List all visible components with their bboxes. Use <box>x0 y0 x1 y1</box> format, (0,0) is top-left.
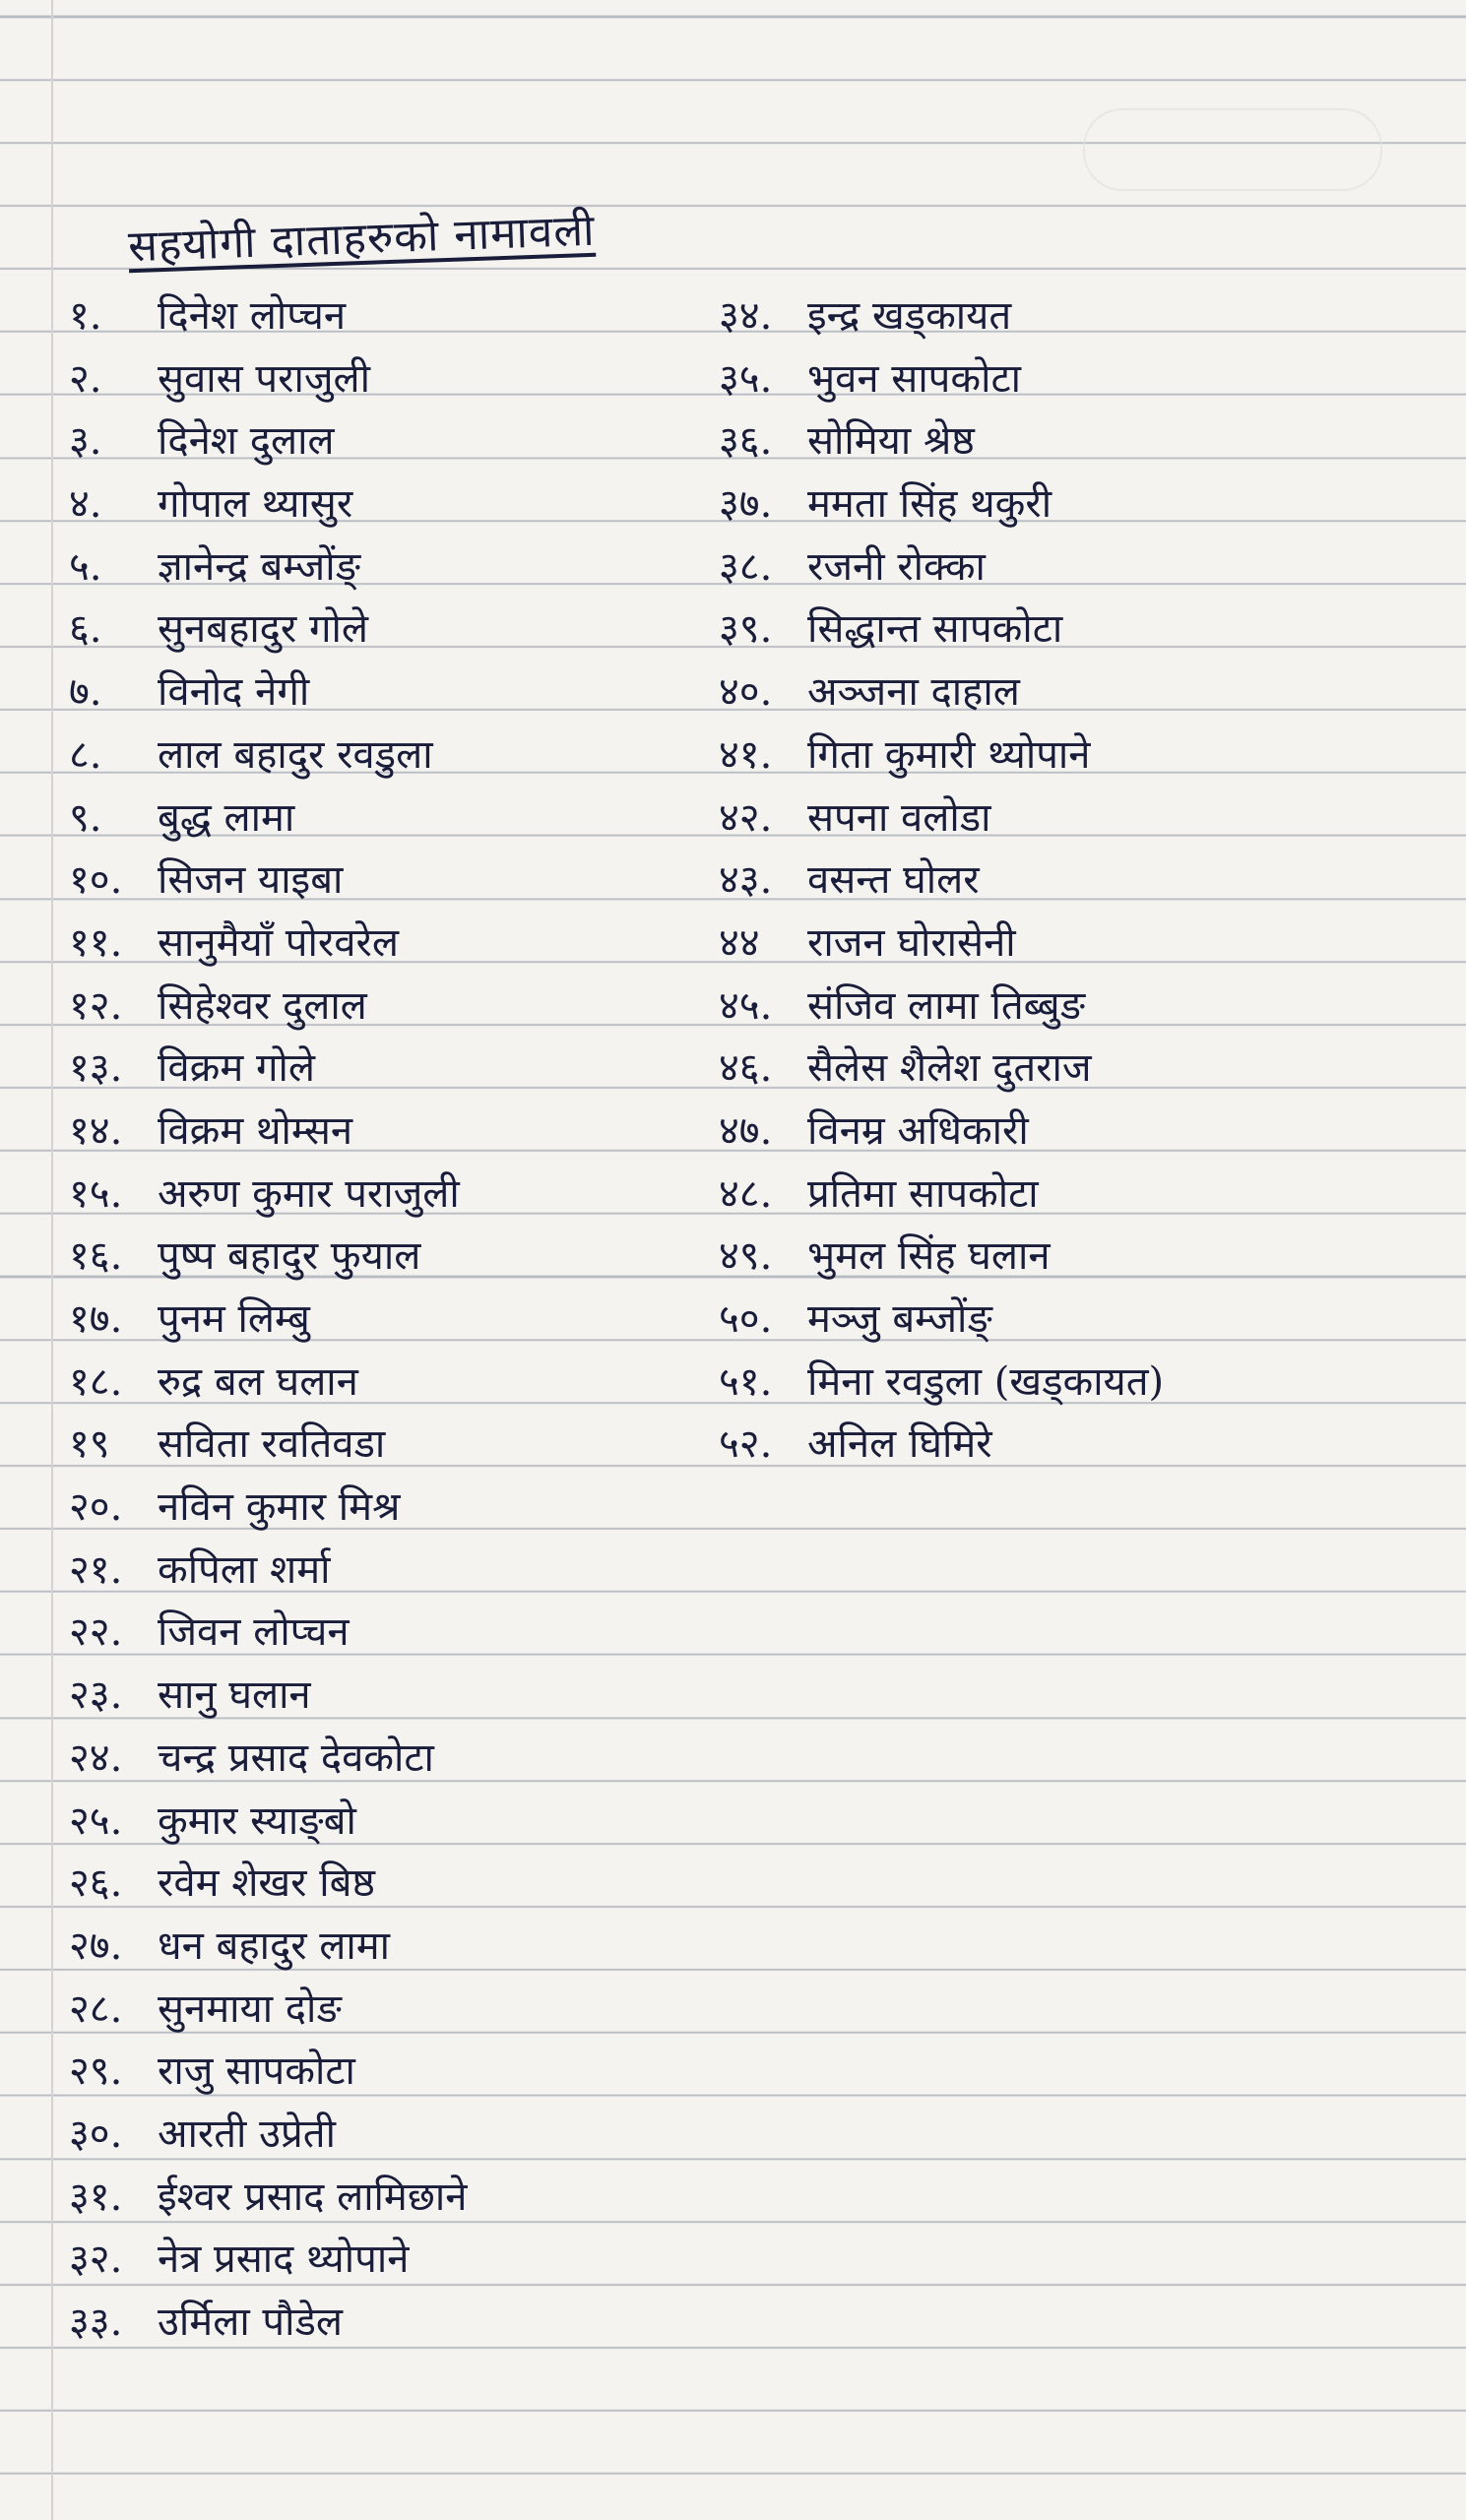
entry-number: ३८. <box>719 543 773 590</box>
donor-entry <box>69 1979 467 2042</box>
donor-entry <box>719 1038 1164 1101</box>
donor-entry <box>719 598 1164 662</box>
entry-name: आरती उप्रेती <box>158 2110 336 2157</box>
donor-entry <box>69 1414 467 1477</box>
entry-name: सिजन याइबा <box>158 857 344 904</box>
entry-number: ४३. <box>719 857 773 904</box>
donor-entry <box>69 1289 467 1352</box>
entry-number: ११. <box>69 919 123 966</box>
donor-entry <box>719 724 1164 788</box>
entry-number: १५. <box>69 1170 123 1217</box>
donor-entry <box>69 2292 467 2355</box>
entry-number: ४१. <box>719 731 773 778</box>
entry-number: २२. <box>69 1609 123 1656</box>
donor-entry <box>69 473 467 536</box>
entry-number: ३९. <box>719 606 773 653</box>
entry-name: दिनेश दुलाल <box>158 418 335 465</box>
entry-name: ईश्वर प्रसाद लामिछाने <box>158 2174 468 2220</box>
entry-number: ३३. <box>69 2300 123 2345</box>
donor-entry <box>69 913 467 976</box>
entry-number: ६. <box>69 606 102 653</box>
entry-number: ८. <box>69 731 102 778</box>
donor-entry <box>69 1540 467 1603</box>
entry-name: ज्ञानेन्द्र बम्जोंङ् <box>158 543 361 590</box>
donor-entry <box>69 662 467 724</box>
donor-entry <box>69 598 467 662</box>
entry-name: सपना वलोडा <box>807 794 991 841</box>
donor-entry <box>69 1791 467 1854</box>
donor-entry <box>719 1352 1164 1415</box>
donor-entry <box>719 1226 1164 1289</box>
entry-number: १९ <box>69 1421 110 1468</box>
entry-name: पुष्प बहादुर फुयाल <box>158 1233 421 1280</box>
entry-number: १२. <box>69 982 123 1029</box>
entry-name: पुनम लिम्बु <box>158 1296 310 1342</box>
entry-name: सैलेस शैलेश दुतराज <box>807 1045 1092 1092</box>
donor-entry <box>69 536 467 599</box>
entry-number: ४५. <box>719 982 773 1029</box>
donor-entry <box>719 976 1164 1039</box>
entry-number: २५. <box>69 1797 123 1844</box>
donor-entry <box>719 850 1164 913</box>
entry-name: लाल बहादुर रवडुला <box>158 731 433 778</box>
entry-number: २८. <box>69 1985 123 2032</box>
entry-name: ममता सिंह थकुरी <box>807 481 1052 528</box>
entry-name: कपिला शर्मा <box>158 1546 331 1593</box>
entry-number: ३. <box>69 418 102 465</box>
entry-number: ५२. <box>719 1421 773 1468</box>
entry-number: ७. <box>69 669 102 716</box>
entry-name: सिद्धान्त सापकोटा <box>807 606 1063 653</box>
entry-name: सुनबहादुर गोले <box>158 606 368 653</box>
donor-entry <box>69 788 467 850</box>
entry-name: नविन कुमार मिश्र <box>158 1484 401 1531</box>
entry-number: ४०. <box>719 669 773 716</box>
entry-name: अनिल घिमिरे <box>807 1421 992 1468</box>
entry-name: सानु घलान <box>158 1672 311 1719</box>
entry-number: ५. <box>69 543 102 590</box>
entry-name: रवेम शेखर बिष्ठ <box>158 1860 375 1907</box>
donor-entry <box>69 1665 467 1728</box>
entry-name: रजनी रोक्का <box>807 543 986 590</box>
donor-entry <box>69 2229 467 2292</box>
entry-name: दिनेश लोप्चन <box>158 293 347 339</box>
entry-name: मिना रवडुला (खड्कायत) <box>807 1358 1165 1405</box>
donor-entry <box>69 1352 467 1415</box>
entry-name: उर्मिला पौडेल <box>158 2300 343 2345</box>
entry-number: १७. <box>69 1296 123 1342</box>
entry-name: सविता रवतिवडा <box>158 1421 386 1468</box>
entry-number: २६. <box>69 1860 123 1907</box>
entry-name: कुमार स्याङ्बो <box>158 1797 356 1844</box>
donor-entry <box>719 536 1164 599</box>
entry-number: ४८. <box>719 1170 773 1217</box>
entry-name: रुद्र बल घलान <box>158 1358 358 1405</box>
donor-entry <box>719 913 1164 976</box>
entry-name: मञ्जु बम्जोंङ् <box>807 1296 992 1342</box>
entry-number: ९. <box>69 794 102 841</box>
entry-number: २०. <box>69 1484 123 1531</box>
donor-entry <box>719 410 1164 473</box>
entry-name: जिवन लोप्चन <box>158 1609 350 1656</box>
donor-entry <box>719 1101 1164 1164</box>
entry-name: सानुमैयाँ पोरवरेल <box>158 919 399 966</box>
entry-name: विनम्र अधिकारी <box>807 1107 1029 1154</box>
entry-number: ३०. <box>69 2110 123 2157</box>
donor-entry <box>69 285 467 348</box>
donor-entry <box>69 1477 467 1540</box>
donor-entry <box>719 1164 1164 1227</box>
entry-number: ४९. <box>719 1233 773 1280</box>
faint-stamp <box>1083 108 1382 191</box>
donor-entry <box>69 2104 467 2167</box>
entry-number: १३. <box>69 1045 123 1092</box>
entry-name: बुद्ध लामा <box>158 794 295 841</box>
donor-entry <box>69 410 467 473</box>
entry-name: भुवन सापकोटा <box>807 355 1021 402</box>
entry-number: ३६. <box>719 418 773 465</box>
entry-number: २३. <box>69 1672 123 1719</box>
entry-name: सिहेश्वर दुलाल <box>158 982 367 1029</box>
entry-name: गिता कुमारी थ्योपाने <box>807 731 1091 778</box>
entry-number: ४४ <box>719 919 760 966</box>
entry-name: राजु सापकोटा <box>158 2048 355 2095</box>
entry-name: विनोद नेगी <box>158 669 310 716</box>
donor-entry <box>719 473 1164 536</box>
entry-name: वसन्त घोलर <box>807 857 980 904</box>
donor-entry <box>719 348 1164 411</box>
entry-number: ५१. <box>719 1358 773 1405</box>
donor-entry <box>69 1728 467 1791</box>
donor-entry <box>719 285 1164 348</box>
entry-number: ३४. <box>719 293 773 339</box>
entry-number: १८. <box>69 1358 123 1405</box>
entry-number: ३५. <box>719 355 773 402</box>
entry-number: २९. <box>69 2048 123 2095</box>
entry-name: अरुण कुमार पराजुली <box>158 1170 460 1217</box>
donor-entry <box>719 662 1164 724</box>
entry-name: संजिव लामा तिब्बुङ <box>807 982 1086 1029</box>
entry-name: प्रतिमा सापकोटा <box>807 1170 1039 1217</box>
entry-number: १६. <box>69 1233 123 1280</box>
entry-name: भुमल सिंह घलान <box>807 1233 1051 1280</box>
donor-entry <box>719 1289 1164 1352</box>
entry-number: ४. <box>69 481 102 528</box>
entry-name: धन बहादुर लामा <box>158 1922 391 1969</box>
entry-number: २७. <box>69 1922 123 1969</box>
entry-number: ४६. <box>719 1045 773 1092</box>
donor-entry <box>69 2041 467 2104</box>
entry-number: १०. <box>69 857 123 904</box>
donor-entry <box>69 976 467 1039</box>
donor-entry <box>69 1853 467 1916</box>
entry-name: अञ्जना दाहाल <box>807 669 1020 716</box>
entry-number: ४२. <box>719 794 773 841</box>
entry-name: सुवास पराजुली <box>158 355 370 402</box>
donor-entry <box>69 1101 467 1164</box>
entry-name: इन्द्र खड्कायत <box>807 293 1012 339</box>
page-title: सहयोगी दाताहरुको नामावली <box>127 205 597 273</box>
donor-entry <box>69 2167 467 2230</box>
donor-entry <box>69 1164 467 1227</box>
entry-number: १. <box>69 293 102 339</box>
entry-name: विक्रम गोले <box>158 1045 315 1092</box>
entry-name: गोपाल थ्यासुर <box>158 481 353 528</box>
donor-entry <box>69 348 467 411</box>
donor-entry <box>69 1038 467 1101</box>
entry-number: २४. <box>69 1734 123 1781</box>
donor-entry <box>719 1414 1164 1477</box>
donor-entry <box>69 1602 467 1665</box>
entry-number: ४७. <box>719 1107 773 1154</box>
entry-number: ३७. <box>719 481 773 528</box>
donor-list-left <box>69 285 467 2355</box>
entry-name: राजन घोरासेनी <box>807 919 1016 966</box>
entry-number: २. <box>69 355 102 402</box>
donor-list-right <box>719 285 1164 1477</box>
donor-entry <box>69 724 467 788</box>
entry-number: १४. <box>69 1107 123 1154</box>
entry-number: ३२. <box>69 2236 123 2283</box>
margin-line <box>51 0 53 2520</box>
entry-name: विक्रम थोम्सन <box>158 1107 353 1154</box>
entry-name: चन्द्र प्रसाद देवकोटा <box>158 1734 434 1781</box>
entry-name: सुनमाया दोङ <box>158 1985 342 2032</box>
donor-entry <box>69 1226 467 1289</box>
entry-name: सोमिया श्रेष्ठ <box>807 418 975 465</box>
entry-number: ५०. <box>719 1296 773 1342</box>
donor-entry <box>719 788 1164 850</box>
entry-name: नेत्र प्रसाद थ्योपाने <box>158 2236 410 2283</box>
entry-number: २१. <box>69 1546 123 1593</box>
donor-entry <box>69 850 467 913</box>
entry-number: ३१. <box>69 2174 123 2220</box>
donor-entry <box>69 1916 467 1979</box>
